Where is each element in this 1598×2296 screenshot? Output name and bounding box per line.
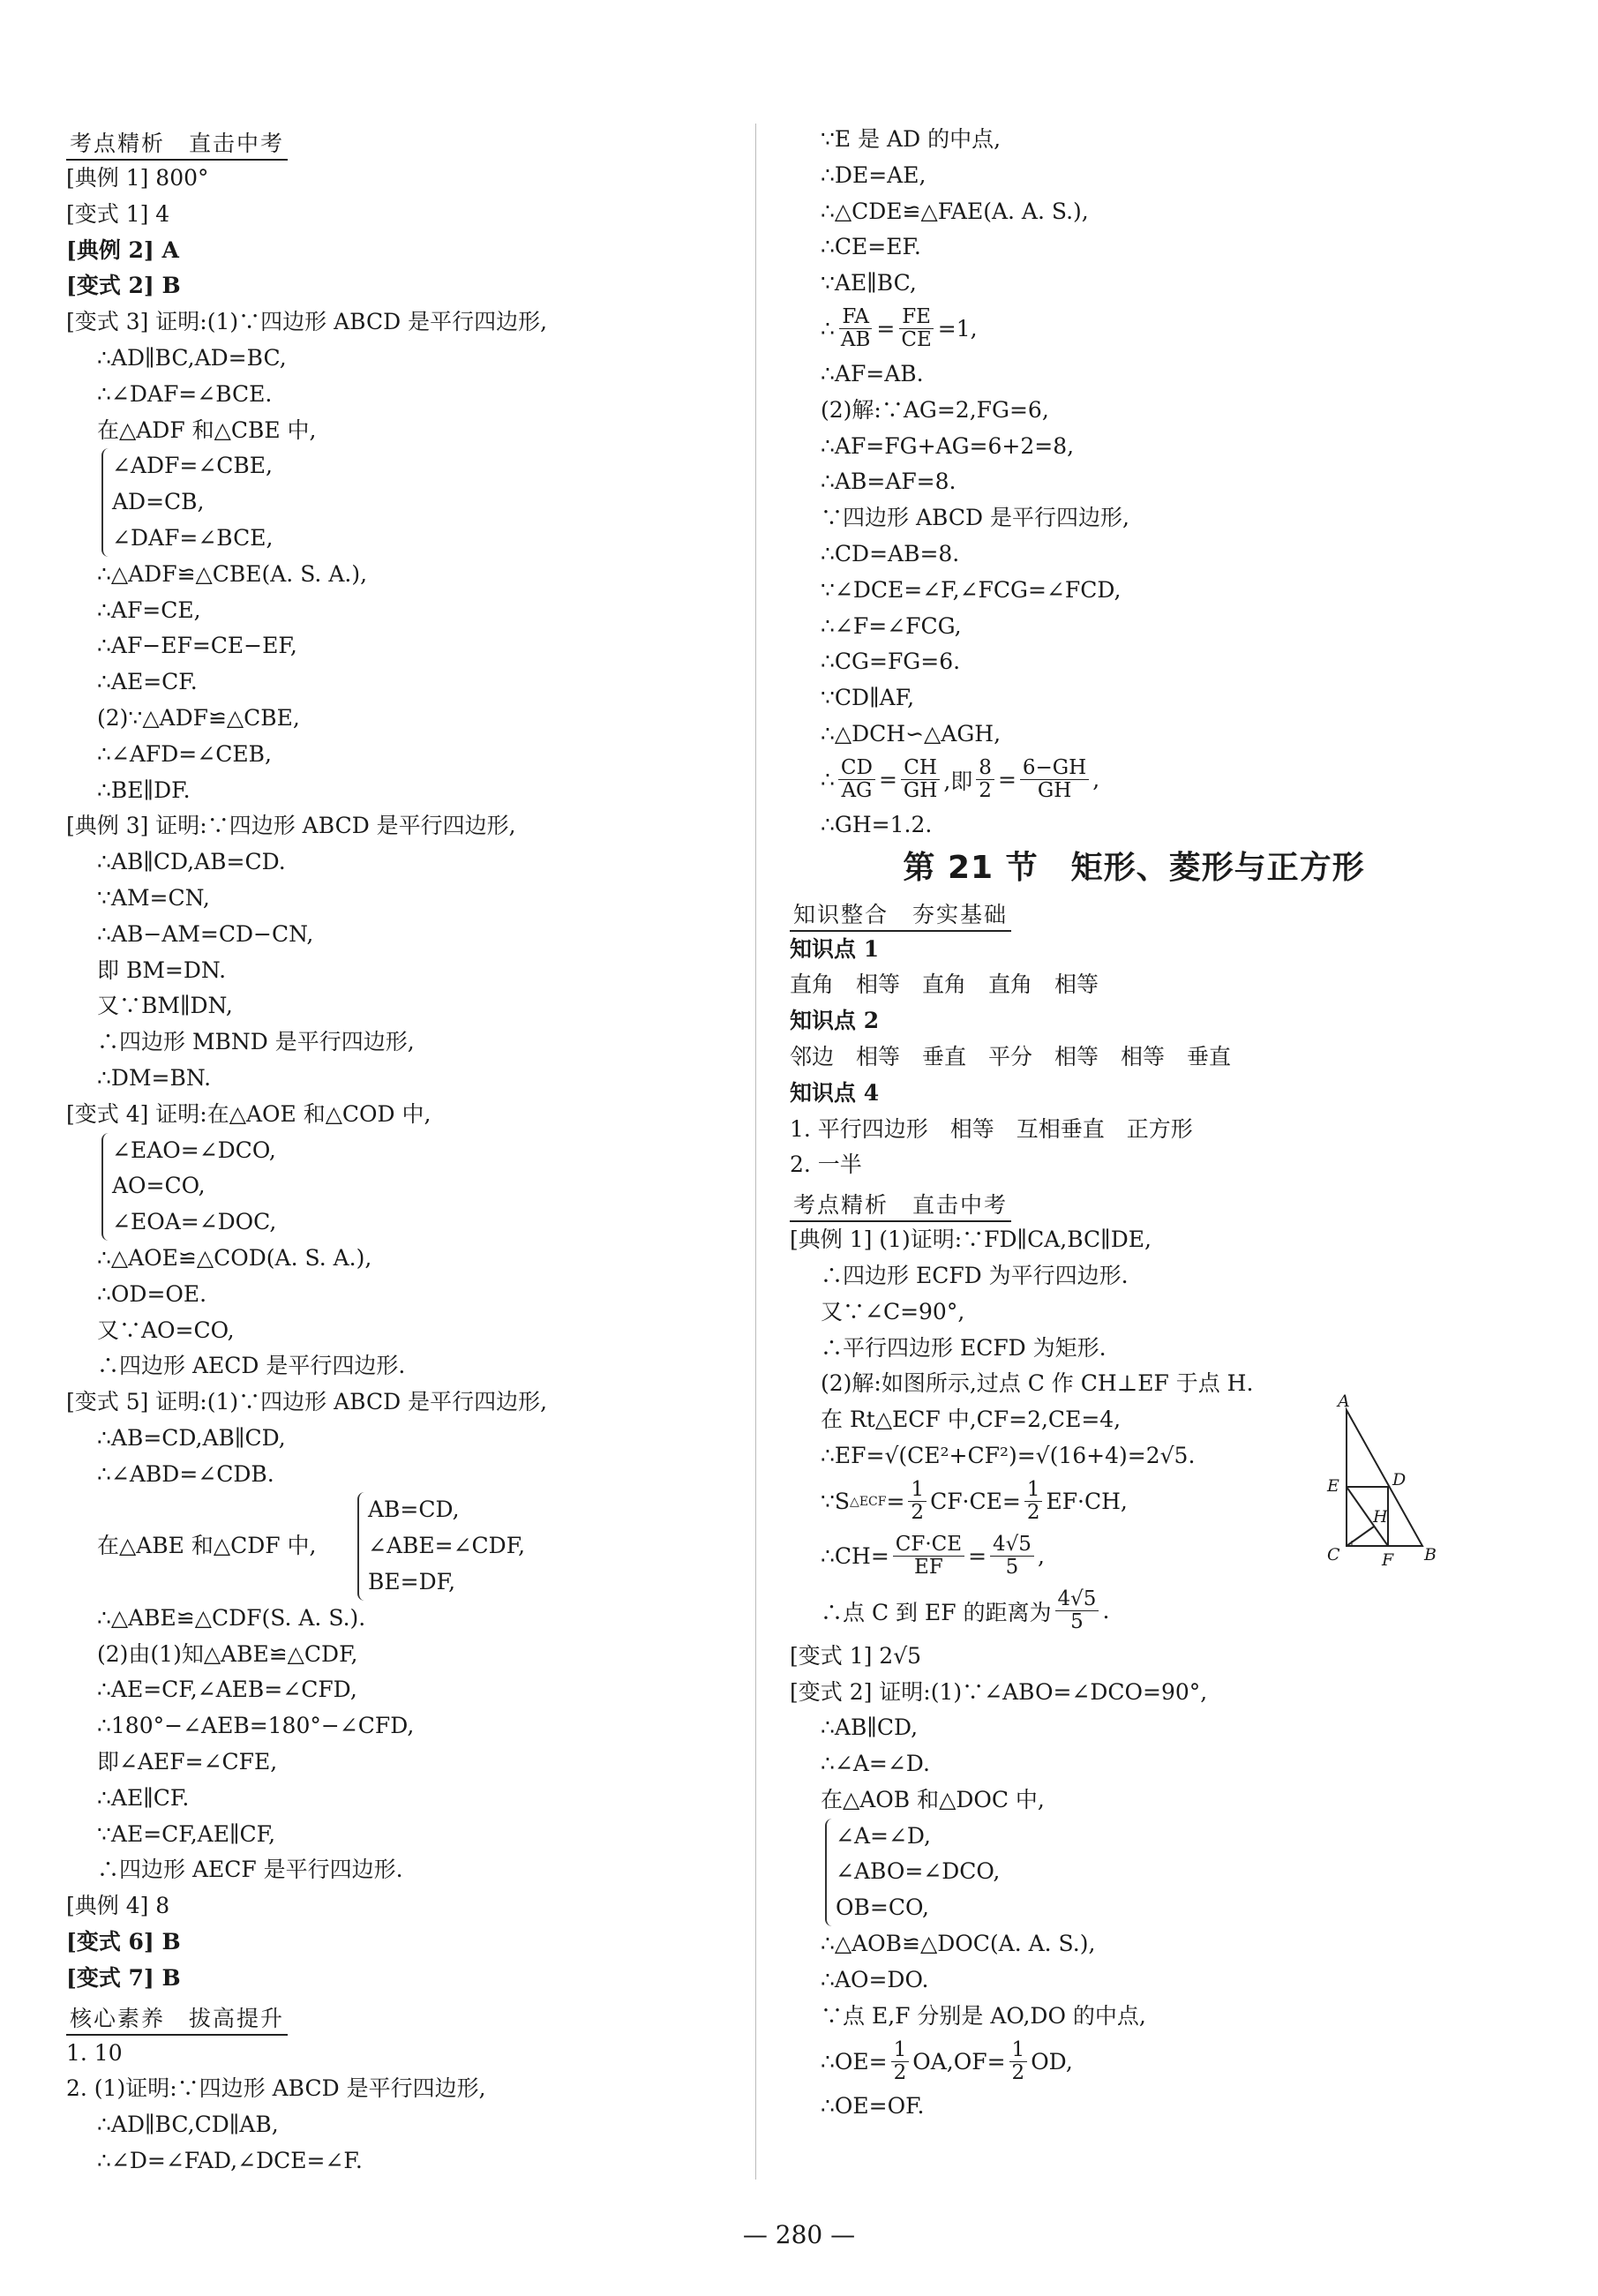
proof-line: ∴∠AFD=∠CEB, <box>97 740 272 767</box>
answer-line: [典例 4] 8 <box>66 1893 170 1919</box>
proof-line: ∴△ABE≌△CDF(S. A. S.). <box>97 1604 366 1631</box>
system-row <box>66 1492 754 1600</box>
fraction-line: ∴ $\frac{CD}{AG}$ = $\frac{CH}{GH}$ ,即 $\frac{8}{2}$ = $\frac{6-GH}{GH}$ , <box>821 756 1100 803</box>
proof-line: 在△ADF 和△CBE 中, <box>97 416 317 443</box>
proof-line: BE=DF, <box>368 1569 456 1595</box>
proof-line: ∵AM=CN, <box>97 884 210 911</box>
answer-line: [变式 6] B <box>66 1929 181 1955</box>
proof-line: ∴AB−AM=CD−CN, <box>97 920 314 947</box>
section-heading-kaodian: 考点精析 直击中考 <box>66 122 754 161</box>
proof-line: ∴AF=AB. <box>821 360 924 386</box>
label-a: A <box>1338 1394 1350 1411</box>
proof-line: ∴AO=DO. <box>821 1966 929 1992</box>
proof-line: ∴AD∥BC,AD=BC, <box>97 344 287 371</box>
proof-line: ∴∠DAF=∠BCE. <box>97 380 273 407</box>
answer-line: 邻边 相等 垂直 平分 相等 相等 垂直 <box>790 1043 1232 1069</box>
proof-line: (2)∵△ADF≌△CBE, <box>97 704 300 731</box>
label-h: H <box>1373 1507 1388 1527</box>
fraction: $\frac{CF\cdot CE}{EF}$ <box>893 1534 964 1579</box>
proof-line: ∴CE=EF. <box>821 234 921 260</box>
answer-line: [典例 1] 800° <box>66 165 209 191</box>
proof-line: ∴AE=CF,∠AEB=∠CFD, <box>97 1677 357 1703</box>
answer-line: 2. 一半 <box>790 1152 862 1178</box>
proof-line: 又∵∠C=90°, <box>821 1298 965 1324</box>
proof-line: ∴GH=1.2. <box>821 811 933 837</box>
proof-line: ∠ABO=∠DCO, <box>836 1858 1001 1885</box>
proof-line: ∴AB=CD,AB∥CD, <box>97 1424 286 1451</box>
proof-line: ∴OE=OF. <box>821 2093 925 2120</box>
fraction: $\frac{6-GH}{GH}$ <box>1020 757 1089 802</box>
proof-line: ∴DE=AE, <box>821 161 927 188</box>
fraction: $\frac{1}{2}$ <box>1024 1479 1043 1524</box>
proof-line: ∴∠F=∠FCG, <box>821 612 962 639</box>
proof-line: 在△ABE 和△CDF 中, <box>97 1533 317 1559</box>
answer-line: [典例 2] A <box>66 236 179 263</box>
equation-system <box>825 1819 1478 1926</box>
segment-ch <box>1347 1527 1374 1546</box>
section-heading-kaodian: 考点精析 直击中考 <box>790 1183 1478 1222</box>
fraction: $\frac{1}{2}$ <box>1009 2039 1028 2084</box>
proof-line: AO=CO, <box>112 1173 206 1199</box>
triangle-figure <box>1324 1394 1438 1571</box>
proof-line: ∠EAO=∠DCO, <box>112 1137 276 1163</box>
equation-system <box>357 1492 525 1600</box>
proof-line: ∵∠DCE=∠F,∠FCG=∠FCD, <box>821 576 1122 603</box>
fraction: $\frac{FE}{CE}$ <box>898 306 934 351</box>
proof-line: ∴AF=CE, <box>97 597 201 623</box>
proof-line: ∴180°−∠AEB=180°−∠CFD, <box>97 1713 415 1739</box>
proof-line: 即∠AEF=∠CFE, <box>97 1749 278 1775</box>
chapter-title: 第 21 节 矩形、菱形与正方形 <box>903 849 1365 886</box>
proof-line: ∴AD∥BC,CD∥AB, <box>97 2112 279 2138</box>
proof-line: ∴△AOB≌△DOC(A. A. S.), <box>821 1931 1096 1957</box>
proof-line: ∠A=∠D, <box>836 1822 931 1849</box>
proof-line: ∠ABE=∠CDF, <box>368 1533 526 1559</box>
fraction-line: ∴CH= $\frac{CF\cdot CE}{EF}$ = $\frac{4√5}{5}$ , <box>821 1533 1045 1579</box>
proof-line: ∵AE=CF,AE∥CF, <box>97 1820 276 1847</box>
proof-line: ∴AF−EF=CE−EF, <box>97 633 297 659</box>
proof-line: [典例 3] 证明:∵四边形 ABCD 是平行四边形, <box>66 813 516 839</box>
proof-line: [变式 4] 证明:在△AOE 和△COD 中, <box>66 1100 431 1127</box>
equation-system <box>101 1133 754 1241</box>
proof-line: ∴△DCH∽△AGH, <box>821 720 1002 747</box>
proof-line: ∴四边形 ECFD 为平行四边形. <box>821 1262 1129 1288</box>
fraction: $\frac{1}{2}$ <box>908 1479 927 1524</box>
fraction: $\frac{4√5}{5}$ <box>990 1534 1034 1579</box>
proof-line: OB=CO, <box>836 1895 929 1921</box>
proof-line: [典例 1] (1)证明:∵FD∥CA,BC∥DE, <box>790 1227 1152 1253</box>
proof-line: ∵点 E,F 分别是 AO,DO 的中点, <box>821 2002 1146 2029</box>
proof-line: ∴CG=FG=6. <box>821 649 961 675</box>
proof-line: ∵E 是 AD 的中点, <box>821 126 1002 152</box>
fraction: $\frac{1}{2}$ <box>891 2039 910 2084</box>
proof-line: ∠DAF=∠BCE, <box>112 524 274 551</box>
knowledge-point-label: 知识点 1 <box>790 935 880 962</box>
proof-line: ∵AE∥BC, <box>821 270 917 296</box>
fraction-line: ∵S △ECF = $\frac{1}{2}$ CF·CE= $\frac{1}{2}$ EF·CH, <box>821 1478 1128 1525</box>
proof-line: ∴四边形 AECF 是平行四边形. <box>97 1857 403 1883</box>
proof-line: ∴∠ABD=∠CDB. <box>97 1460 274 1487</box>
column-divider <box>755 124 756 2180</box>
answer-line: [变式 1] 4 <box>66 200 170 227</box>
proof-line: 又∵AO=CO, <box>97 1317 235 1343</box>
section-heading-zhishi: 知识整合 夯实基础 <box>790 893 1478 932</box>
proof-line: ∴平行四边形 ECFD 为矩形. <box>821 1334 1107 1361</box>
proof-line: 2. (1)证明:∵四边形 ABCD 是平行四边形, <box>66 2075 486 2102</box>
fraction: $\frac{FA}{AB}$ <box>840 305 871 352</box>
answer-line: [变式 7] B <box>66 1964 181 1991</box>
label-c: C <box>1327 1545 1340 1564</box>
label-f: F <box>1382 1550 1394 1570</box>
answer-line: [变式 2] B <box>66 273 181 299</box>
answer-line: 1. 10 <box>66 2039 123 2066</box>
proof-line: 即 BM=DN. <box>97 957 227 983</box>
proof-line: ∠EOA=∠DOC, <box>112 1209 277 1235</box>
proof-line: (2)解:如图所示,过点 C 作 CH⊥EF 于点 H. <box>821 1370 1254 1397</box>
answer-line: [变式 1] 2√5 <box>790 1642 922 1669</box>
fraction-line: ∴OE= $\frac{1}{2}$ OA,OF= $\frac{1}{2}$ OD, <box>821 2037 1073 2084</box>
proof-line: [变式 2] 证明:(1)∵∠ABO=∠DCO=90°, <box>790 1678 1208 1705</box>
fraction: $\frac{8}{2}$ <box>976 757 994 802</box>
label-e: E <box>1327 1476 1339 1496</box>
proof-line: ∴四边形 AECD 是平行四边形. <box>97 1353 406 1379</box>
proof-line: [变式 3] 证明:(1)∵四边形 ABCD 是平行四边形, <box>66 309 548 335</box>
proof-line: [变式 5] 证明:(1)∵四边形 ABCD 是平行四边形, <box>66 1389 548 1415</box>
proof-line: ∴△AOE≌△COD(A. S. A.), <box>97 1244 372 1271</box>
fraction: $\frac{CD}{AG}$ <box>838 757 875 802</box>
answer-line: 1. 平行四边形 相等 互相垂直 正方形 <box>790 1115 1193 1142</box>
proof-line: ∴AB=AF=8. <box>821 469 957 495</box>
answer-line: 直角 相等 直角 直角 相等 <box>790 972 1099 998</box>
proof-line: ∴AE=CF. <box>97 669 198 695</box>
right-column <box>790 122 1478 2125</box>
proof-line: ∴AB∥CD, <box>821 1714 919 1741</box>
fraction-line: ∴点 C 到 EF 的距离为 $\frac{4√5}{5}$ . <box>821 1587 1110 1634</box>
proof-line: ∴四边形 MBND 是平行四边形, <box>97 1029 415 1055</box>
proof-line: 又∵BM∥DN, <box>97 993 233 1019</box>
proof-line: ∴AB∥CD,AB=CD. <box>97 849 286 875</box>
proof-line: ∵四边形 ABCD 是平行四边形, <box>821 505 1129 531</box>
proof-line: ∠ADF=∠CBE, <box>112 453 273 479</box>
fraction-line: ∴ $\frac{FA}{AB}$ = $\frac{FE}{CE}$ =1, <box>821 305 978 352</box>
proof-line: AB=CD, <box>368 1497 460 1523</box>
proof-line: ∴EF=√(CE²+CF²)=√(16+4)=2√5. <box>821 1442 1196 1468</box>
knowledge-point-label: 知识点 2 <box>790 1008 880 1034</box>
proof-line: ∴△CDE≌△FAE(A. A. S.), <box>821 198 1089 224</box>
proof-line: 在△AOB 和△DOC 中, <box>821 1786 1045 1812</box>
proof-line: (2)由(1)知△ABE≌△CDF, <box>97 1640 358 1667</box>
section-heading-hexin: 核心素养 拔高提升 <box>66 1997 754 2036</box>
proof-line: ∴AF=FG+AG=6+2=8, <box>821 432 1075 459</box>
fraction: $\frac{CH}{GH}$ <box>901 757 940 802</box>
label-b: B <box>1424 1545 1437 1564</box>
proof-line: (2)解:∵AG=2,FG=6, <box>821 396 1049 423</box>
proof-line: ∴∠D=∠FAD,∠DCE=∠F. <box>97 2148 363 2174</box>
label-d: D <box>1392 1470 1407 1489</box>
proof-line: ∴BE∥DF. <box>97 777 191 803</box>
fraction: $\frac{4√5}{5}$ <box>1055 1588 1099 1633</box>
proof-line: ∴△ADF≌△CBE(A. S. A.), <box>97 560 368 587</box>
proof-line: ∴∠A=∠D. <box>821 1751 930 1777</box>
equation-system <box>101 448 754 556</box>
proof-line: ∴CD=AB=8. <box>821 540 960 566</box>
proof-line: AD=CB, <box>112 489 205 515</box>
left-column <box>66 122 754 2180</box>
proof-line: ∵CD∥AF, <box>821 685 915 711</box>
knowledge-point-label: 知识点 4 <box>790 1079 880 1106</box>
page-number: — 280 — <box>742 2220 856 2249</box>
proof-line: 在 Rt△ECF 中,CF=2,CE=4, <box>821 1407 1122 1433</box>
proof-line: ∴DM=BN. <box>97 1064 212 1091</box>
proof-line: ∴OD=OE. <box>97 1280 207 1307</box>
proof-line: ∴AE∥CF. <box>97 1784 190 1811</box>
